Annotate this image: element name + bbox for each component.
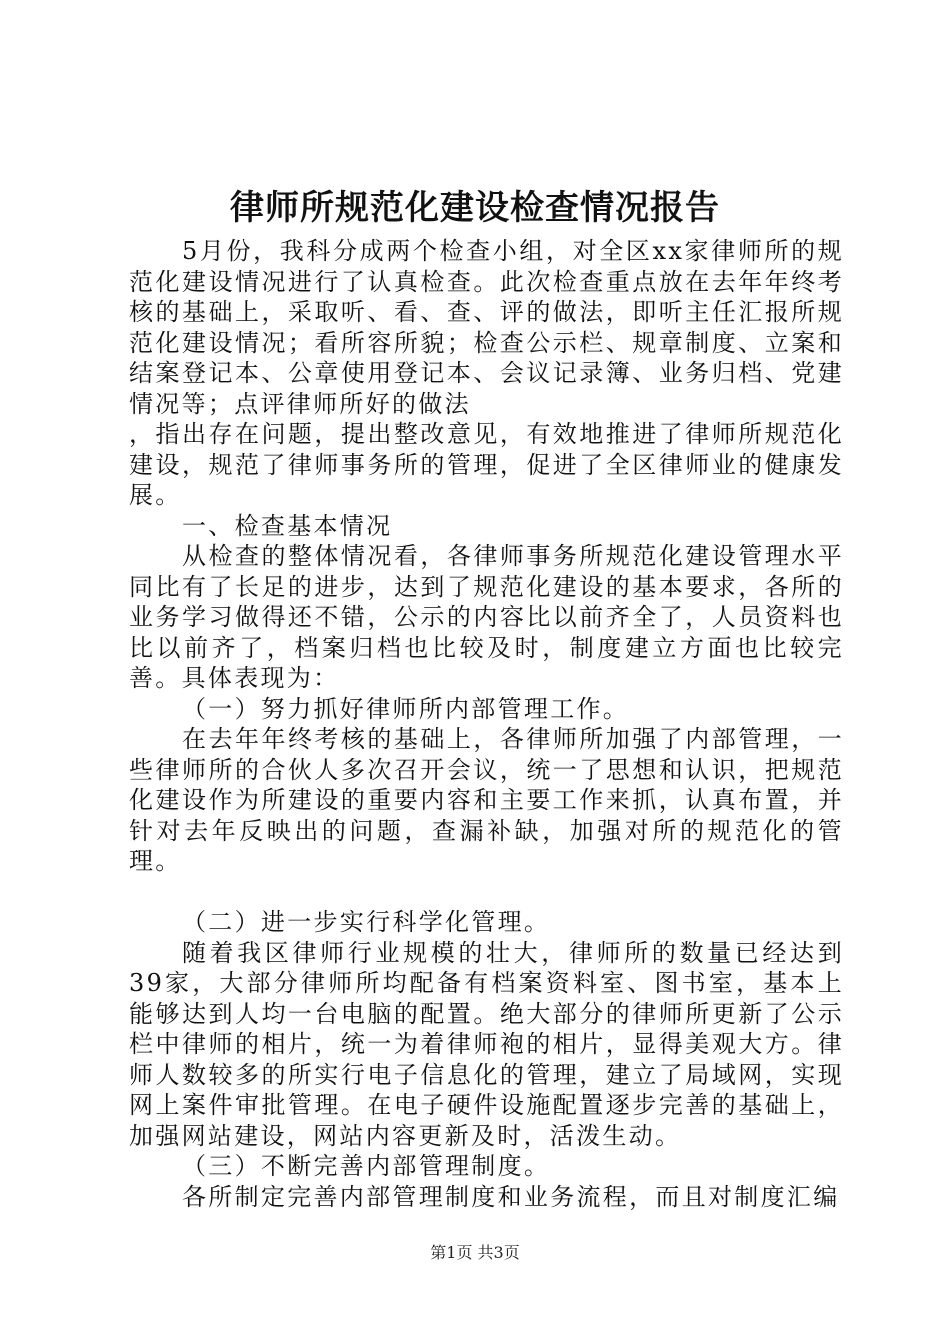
paragraph-overall-situation: 从检查的整体情况看，各律师事务所规范化建设管理水平同比有了长足的进步，达到了规范化建设的基本要求，各所的业务学习做得还不错，公示的内容比以前齐全了，人员资料也比以前齐了，档案归档也比较及时，制度建立方面也比较完善。具体表现为：: [129, 542, 844, 692]
section-heading-basic-situation: 一、检查基本情况: [182, 511, 393, 540]
paragraph-spacer: [129, 877, 844, 908]
document-body: [129, 236, 844, 1212]
paragraph-intro: 5月份，我科分成两个检查小组，对全区xx家律师所的规范化建设情况进行了认真检查。此次检查重点放在去年年终考核的基础上，采取听、看、查、评的做法，即听主任汇报所规范化建设情况；看所容所貌；检查公示栏、规章制度、立案和结案登记本、公章使用登记本、会议记录簿、业务归档、党建情况等；点评律师所好的做法: [129, 237, 844, 418]
document-title: 律师所规范化建设检查情况报告: [230, 188, 720, 228]
page-footer: 第1页 共3页: [430, 1243, 520, 1262]
paragraph-scientific-management: 随着我区律师行业规模的壮大，律师所的数量已经达到39家，大部分律师所均配备有档案资料室、图书室，基本上能够达到人均一台电脑的配置。绝大部分的律师所更新了公示栏中律师的相片，统一为着律师袍的相片，显得美观大方。律师人数较多的所实行电子信息化的管理，建立了局域网，实现网上案件审批管理。在电子硬件设施配置逐步完善的基础上，加强网站建设，网站内容更新及时，活泼生动。: [129, 938, 844, 1150]
paragraph-internal-management: 在去年年终考核的基础上，各律师所加强了内部管理，一些律师所的合伙人多次召开会议，统一了思想和认识，把规范化建设作为所建设的重要内容和主要工作来抓，认真布置，并针对去年反映出的问题，查漏补缺，加强对所的规范化的管理。: [129, 725, 844, 875]
subsection-heading-2: （二）进一步实行科学化管理。: [182, 908, 551, 936]
subsection-heading-1: （一）努力抓好律师所内部管理工作。: [182, 694, 630, 723]
paragraph-system-improvement: 各所制定完善内部管理制度和业务流程，而且对制度汇编: [182, 1182, 840, 1211]
paragraph-intro-continued: ，指出存在问题，提出整改意见，有效地推进了律师所规范化建设，规范了律师事务所的管理，促进了全区律师业的健康发展。: [129, 420, 844, 509]
subsection-heading-3: （三）不断完善内部管理制度。: [182, 1152, 551, 1180]
